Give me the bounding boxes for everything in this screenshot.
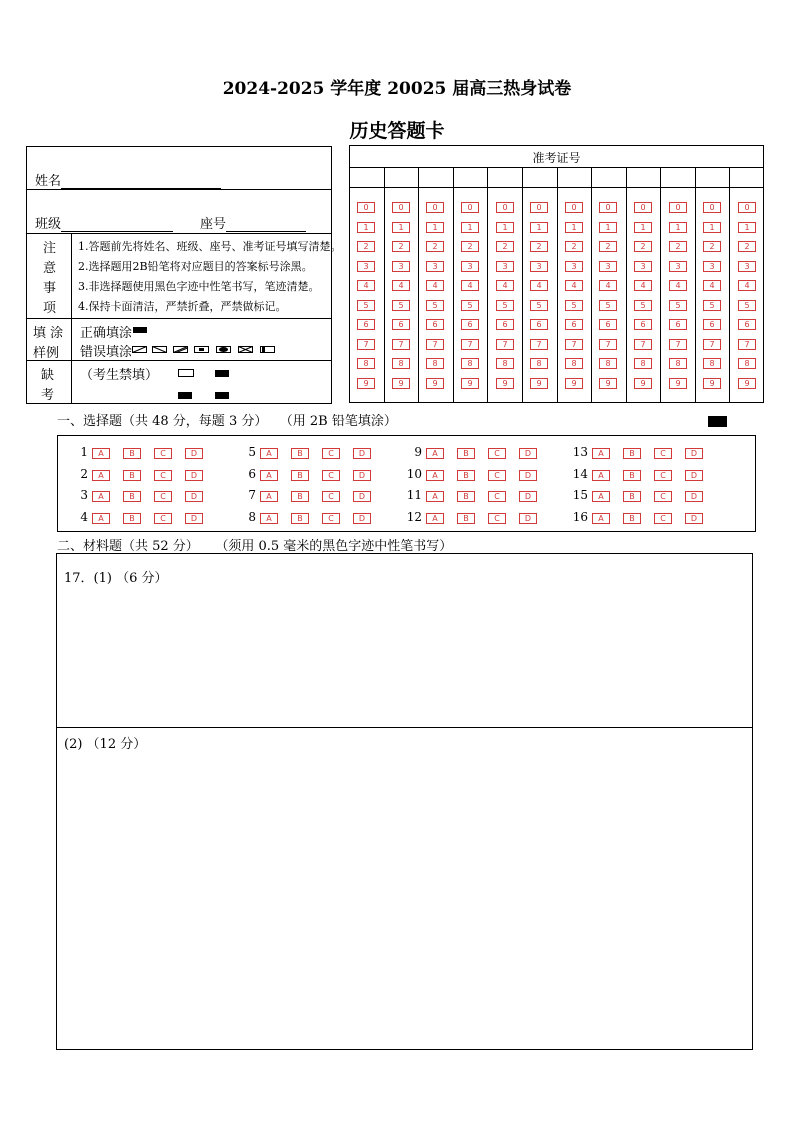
answer-option-bubble[interactable]: C <box>654 513 672 524</box>
exam-id-write-cell[interactable] <box>419 168 452 186</box>
exam-id-digit-bubble[interactable]: 3 <box>634 261 652 272</box>
exam-id-digit-bubble[interactable]: 6 <box>392 319 410 330</box>
exam-id-digit-bubble[interactable]: 7 <box>426 339 444 350</box>
answer-option-bubble[interactable]: D <box>685 470 703 481</box>
exam-id-digit-bubble[interactable]: 5 <box>703 300 721 311</box>
notice-char-4: 项 <box>43 301 57 316</box>
exam-id-write-cell[interactable] <box>696 168 729 186</box>
exam-id-digit-bubble[interactable]: 8 <box>634 358 652 369</box>
choice-section-note: （用 2B 铅笔填涂） <box>279 414 397 429</box>
exam-id-digit-bubble[interactable]: 2 <box>461 241 479 252</box>
exam-id-digit-bubble[interactable]: 2 <box>669 241 687 252</box>
question-number: 8 <box>248 509 256 524</box>
notice-item: 1.答题前先将姓名、班级、座号、准考证号填写清楚。 <box>78 240 342 253</box>
answer-option-bubble[interactable]: A <box>92 491 110 502</box>
exam-id-digit-bubble[interactable]: 6 <box>738 319 756 330</box>
answer-sheet-title: 历史答题卡 <box>349 120 445 142</box>
answer-option-bubble[interactable]: C <box>154 491 172 502</box>
answer-option-bubble[interactable]: D <box>519 470 537 481</box>
class-field-row <box>35 213 173 232</box>
answer-option-bubble[interactable]: D <box>185 470 203 481</box>
exam-id-digit-bubble[interactable]: 4 <box>703 280 721 291</box>
exam-id-digit-bubble[interactable]: 8 <box>496 358 514 369</box>
answer-option-bubble[interactable]: D <box>185 491 203 502</box>
exam-id-digit-bubble[interactable]: 0 <box>669 202 687 213</box>
exam-id-write-cell[interactable] <box>523 168 556 186</box>
question-number: 5 <box>248 445 256 459</box>
exam-id-digit-bubble[interactable]: 9 <box>461 378 479 389</box>
exam-id-digit-bubble[interactable]: 1 <box>669 222 687 233</box>
exam-id-digit-bubble[interactable]: 5 <box>530 300 548 311</box>
exam-id-digit-bubble[interactable]: 9 <box>392 378 410 389</box>
exam-id-digit-bubble[interactable]: 5 <box>496 300 514 311</box>
exam-title: 2024-2025 学年度 20025 届高三热身试卷 <box>222 79 572 99</box>
exam-id-digit-bubble[interactable]: 4 <box>426 280 444 291</box>
exam-id-write-cell[interactable] <box>385 168 418 186</box>
notice-char-3: 事 <box>43 281 57 296</box>
exam-id-digit-bubble[interactable]: 1 <box>634 222 652 233</box>
answer-option-bubble[interactable]: D <box>519 448 537 459</box>
answer-option-bubble[interactable]: D <box>519 513 537 524</box>
answer-option-bubble[interactable]: A <box>260 448 278 459</box>
answer-option-bubble[interactable]: B <box>123 513 141 524</box>
exam-id-digit-bubble[interactable]: 5 <box>634 300 652 311</box>
answer-option-bubble[interactable]: C <box>154 470 172 481</box>
material-answer-box[interactable] <box>56 553 753 1050</box>
correct-fill-label: 正确填涂 <box>80 326 133 341</box>
exam-id-digit-bubble[interactable]: 3 <box>392 261 410 272</box>
exam-id-digit-bubble[interactable]: 0 <box>565 202 583 213</box>
sample-label-line1: 填 涂 <box>33 326 64 341</box>
exam-id-digit-bubble[interactable]: 6 <box>634 319 652 330</box>
question-number: 4 <box>80 509 88 524</box>
exam-id-digit-bubble[interactable]: 8 <box>461 358 479 369</box>
exam-id-digit-bubble[interactable]: 7 <box>357 339 375 350</box>
exam-id-digit-bubble[interactable]: 1 <box>738 222 756 233</box>
exam-id-digit-bubble[interactable]: 7 <box>703 339 721 350</box>
question-number: 15 <box>572 488 588 502</box>
exam-id-digit-bubble[interactable]: 9 <box>496 378 514 389</box>
exam-id-digit-bubble[interactable]: 0 <box>357 202 375 213</box>
exam-id-digit-bubble[interactable]: 0 <box>392 202 410 213</box>
answer-option-bubble[interactable]: B <box>291 470 309 481</box>
exam-id-digit-bubble[interactable]: 4 <box>669 280 687 291</box>
absent-bubble[interactable] <box>178 369 194 377</box>
exam-id-digit-bubble[interactable]: 9 <box>599 378 617 389</box>
exam-id-digit-bubble[interactable]: 3 <box>426 261 444 272</box>
exam-id-digit-bubble[interactable]: 3 <box>461 261 479 272</box>
exam-id-write-cell[interactable] <box>627 168 660 186</box>
exam-id-digit-bubble[interactable]: 2 <box>703 241 721 252</box>
exam-id-digit-bubble[interactable]: 9 <box>565 378 583 389</box>
exam-id-digit-bubble[interactable]: 2 <box>634 241 652 252</box>
exam-id-digit-bubble[interactable]: 3 <box>599 261 617 272</box>
exam-id-digit-bubble[interactable]: 6 <box>669 319 687 330</box>
answer-option-bubble[interactable]: C <box>654 470 672 481</box>
exam-id-digit-bubble[interactable]: 7 <box>599 339 617 350</box>
exam-id-digit-bubble[interactable]: 1 <box>565 222 583 233</box>
answer-option-bubble[interactable]: A <box>592 448 610 459</box>
exam-id-digit-bubble[interactable]: 4 <box>634 280 652 291</box>
answer-option-bubble[interactable]: B <box>457 513 475 524</box>
answer-option-bubble[interactable]: B <box>123 491 141 502</box>
exam-id-digit-bubble[interactable]: 8 <box>599 358 617 369</box>
seat-input[interactable] <box>226 217 306 232</box>
exam-id-digit-bubble[interactable]: 5 <box>669 300 687 311</box>
answer-option-bubble[interactable]: B <box>291 513 309 524</box>
absent-label-line1: 缺 <box>41 368 55 383</box>
exam-id-digit-bubble[interactable]: 4 <box>565 280 583 291</box>
answer-option-bubble[interactable]: C <box>322 470 340 481</box>
answer-option-bubble[interactable]: A <box>592 491 610 502</box>
exam-id-digit-bubble[interactable]: 8 <box>565 358 583 369</box>
exam-id-digit-bubble[interactable]: 1 <box>496 222 514 233</box>
exam-id-digit-bubble[interactable]: 9 <box>634 378 652 389</box>
question-17-part-2: (2) （12 分） <box>64 737 147 752</box>
exam-id-digit-bubble[interactable]: 3 <box>738 261 756 272</box>
answer-option-bubble[interactable]: A <box>260 513 278 524</box>
answer-option-bubble[interactable]: A <box>260 470 278 481</box>
exam-id-digit-bubble[interactable]: 2 <box>392 241 410 252</box>
question-number: 9 <box>414 445 422 459</box>
answer-option-bubble[interactable]: A <box>92 513 110 524</box>
exam-id-digit-bubble[interactable]: 3 <box>496 261 514 272</box>
exam-id-digit-bubble[interactable]: 5 <box>426 300 444 311</box>
exam-id-digit-bubble[interactable]: 6 <box>496 319 514 330</box>
notice-char-2: 意 <box>43 261 57 276</box>
sample-label-line2: 样例 <box>33 346 60 361</box>
exam-id-digit-bubble[interactable]: 8 <box>426 358 444 369</box>
exam-id-digit-bubble[interactable]: 0 <box>599 202 617 213</box>
answer-option-bubble[interactable]: A <box>426 448 444 459</box>
exam-id-digit-bubble[interactable]: 8 <box>530 358 548 369</box>
question-number: 14 <box>572 466 588 481</box>
exam-id-digit-bubble[interactable]: 9 <box>703 378 721 389</box>
exam-id-digit-bubble[interactable]: 3 <box>703 261 721 272</box>
answer-option-bubble[interactable]: D <box>685 448 703 459</box>
answer-option-bubble[interactable]: B <box>291 448 309 459</box>
answer-option-bubble[interactable]: D <box>185 513 203 524</box>
exam-id-digit-bubble[interactable]: 0 <box>461 202 479 213</box>
exam-id-digit-bubble[interactable]: 7 <box>496 339 514 350</box>
exam-id-write-cell[interactable] <box>558 168 591 186</box>
answer-option-bubble[interactable]: D <box>353 491 371 502</box>
answer-option-bubble[interactable]: D <box>185 448 203 459</box>
wrong-fill-samples <box>132 345 302 355</box>
exam-id-digit-bubble[interactable]: 7 <box>530 339 548 350</box>
exam-id-digit-bubble[interactable]: 5 <box>357 300 375 311</box>
exam-id-digit-bubble[interactable]: 0 <box>738 202 756 213</box>
exam-id-digit-bubble[interactable]: 6 <box>426 319 444 330</box>
exam-id-digit-bubble[interactable]: 7 <box>565 339 583 350</box>
absent-label-line2: 考 <box>41 388 55 403</box>
answer-option-bubble[interactable]: A <box>592 513 610 524</box>
exam-id-title: 准考证号 <box>532 151 581 165</box>
exam-id-digit-bubble[interactable]: 1 <box>426 222 444 233</box>
answer-option-bubble[interactable]: B <box>457 470 475 481</box>
exam-id-write-cell[interactable] <box>592 168 625 186</box>
choice-section-header <box>57 410 397 429</box>
class-label: 班级 <box>35 217 62 232</box>
answer-option-bubble[interactable]: B <box>623 448 641 459</box>
answer-option-bubble[interactable]: D <box>685 491 703 502</box>
exam-id-digit-bubble[interactable]: 9 <box>357 378 375 389</box>
answer-option-bubble[interactable]: A <box>426 491 444 502</box>
answer-option-bubble[interactable]: A <box>260 491 278 502</box>
exam-id-digit-bubble[interactable]: 2 <box>738 241 756 252</box>
exam-id-digit-bubble[interactable]: 6 <box>530 319 548 330</box>
timing-mark <box>708 416 727 427</box>
exam-id-digit-bubble[interactable]: 0 <box>703 202 721 213</box>
answer-option-bubble[interactable]: C <box>154 448 172 459</box>
question-number: 6 <box>248 466 256 481</box>
question-number: 3 <box>80 488 88 502</box>
exam-id-write-cell[interactable] <box>661 168 694 186</box>
name-field-row <box>35 170 221 189</box>
exam-id-digit-bubble[interactable]: 8 <box>703 358 721 369</box>
exam-id-digit-bubble[interactable]: 6 <box>599 319 617 330</box>
answer-option-bubble[interactable]: C <box>322 448 340 459</box>
question-number: 2 <box>80 466 88 481</box>
exam-id-digit-bubble[interactable]: 0 <box>530 202 548 213</box>
exam-id-digit-bubble[interactable]: 1 <box>392 222 410 233</box>
question-number: 7 <box>248 488 256 502</box>
notice-item: 4.保持卡面清洁，严禁折叠，严禁做标记。 <box>78 300 287 313</box>
answer-option-bubble[interactable]: B <box>291 491 309 502</box>
exam-id-digit-bubble[interactable]: 6 <box>565 319 583 330</box>
exam-id-digit-bubble[interactable]: 3 <box>565 261 583 272</box>
exam-id-digit-bubble[interactable]: 5 <box>392 300 410 311</box>
exam-id-digit-bubble[interactable]: 0 <box>496 202 514 213</box>
answer-option-bubble[interactable]: B <box>123 448 141 459</box>
answer-option-bubble[interactable]: C <box>488 448 506 459</box>
answer-option-bubble[interactable]: B <box>123 470 141 481</box>
exam-id-digit-bubble[interactable]: 1 <box>357 222 375 233</box>
answer-option-bubble[interactable]: A <box>92 448 110 459</box>
name-label: 姓名 <box>35 174 62 189</box>
exam-id-digit-bubble[interactable]: 4 <box>496 280 514 291</box>
exam-id-digit-bubble[interactable]: 4 <box>357 280 375 291</box>
exam-id-digit-bubble[interactable]: 2 <box>426 241 444 252</box>
exam-id-digit-bubble[interactable]: 3 <box>669 261 687 272</box>
exam-id-digit-bubble[interactable]: 9 <box>738 378 756 389</box>
exam-id-write-cell[interactable] <box>488 168 521 186</box>
exam-id-digit-bubble[interactable]: 7 <box>738 339 756 350</box>
exam-id-digit-bubble[interactable]: 7 <box>634 339 652 350</box>
answer-option-bubble[interactable]: C <box>322 491 340 502</box>
question-number: 16 <box>572 509 588 524</box>
exam-id-digit-bubble[interactable]: 8 <box>669 358 687 369</box>
exam-id-digit-bubble[interactable]: 9 <box>669 378 687 389</box>
answer-option-bubble[interactable]: C <box>488 513 506 524</box>
exam-id-digit-bubble[interactable]: 1 <box>599 222 617 233</box>
correct-fill-sample <box>133 327 147 333</box>
exam-id-digit-bubble[interactable]: 2 <box>565 241 583 252</box>
exam-id-digit-bubble[interactable]: 1 <box>703 222 721 233</box>
exam-id-digit-bubble[interactable]: 7 <box>392 339 410 350</box>
exam-id-digit-bubble[interactable]: 5 <box>565 300 583 311</box>
seat-label: 座号 <box>200 217 227 232</box>
answer-option-bubble[interactable]: A <box>426 513 444 524</box>
exam-id-digit-bubble[interactable]: 2 <box>599 241 617 252</box>
absent-note: （考生禁填） <box>80 368 159 383</box>
question-number: 1 <box>80 445 88 459</box>
answer-option-bubble[interactable]: C <box>654 448 672 459</box>
material-section-title: 二、材料题（共 52 分） <box>57 539 199 554</box>
answer-option-bubble[interactable]: C <box>154 513 172 524</box>
material-section-header <box>57 535 452 554</box>
question-number: 13 <box>572 445 588 459</box>
class-input[interactable] <box>61 217 173 232</box>
answer-option-bubble[interactable]: B <box>457 448 475 459</box>
exam-id-write-cell[interactable] <box>350 168 383 186</box>
answer-option-bubble[interactable]: D <box>353 448 371 459</box>
notice-item: 2.选择题用2B铅笔将对应题目的答案标号涂黑。 <box>78 260 313 273</box>
wrong-fill-label: 错误填涂 <box>80 345 133 360</box>
exam-id-digit-bubble[interactable]: 2 <box>530 241 548 252</box>
answer-option-bubble[interactable]: A <box>426 470 444 481</box>
question-number: 11 <box>406 488 422 502</box>
notice-char-1: 注 <box>43 241 57 256</box>
exam-id-digit-bubble[interactable]: 4 <box>392 280 410 291</box>
choice-section-title: 一、选择题（共 48 分，每题 3 分） <box>57 414 268 429</box>
exam-id-digit-bubble[interactable]: 7 <box>669 339 687 350</box>
material-section-note: （须用 0.5 毫米的黑色字迹中性笔书写） <box>215 539 453 554</box>
name-input[interactable] <box>61 174 221 189</box>
exam-id-digit-bubble[interactable]: 3 <box>357 261 375 272</box>
exam-id-digit-bubble[interactable]: 4 <box>738 280 756 291</box>
answer-option-bubble[interactable]: C <box>654 491 672 502</box>
question-17-part-1: 17．(1) （6 分） <box>64 571 168 586</box>
answer-option-bubble[interactable]: D <box>519 491 537 502</box>
answer-option-bubble[interactable]: D <box>353 470 371 481</box>
exam-id-digit-bubble[interactable]: 5 <box>738 300 756 311</box>
answer-option-bubble[interactable]: B <box>623 470 641 481</box>
question-number: 12 <box>406 509 422 524</box>
answer-option-bubble[interactable]: A <box>92 470 110 481</box>
answer-option-bubble[interactable]: C <box>488 491 506 502</box>
exam-id-digit-bubble[interactable]: 6 <box>461 319 479 330</box>
exam-id-digit-bubble[interactable]: 9 <box>426 378 444 389</box>
notice-item: 3.非选择题使用黑色字迹中性笔书写，笔迹清楚。 <box>78 280 320 293</box>
exam-id-digit-bubble[interactable]: 0 <box>426 202 444 213</box>
answer-option-bubble[interactable]: B <box>457 491 475 502</box>
exam-id-digit-bubble[interactable]: 0 <box>634 202 652 213</box>
exam-id-digit-bubble[interactable]: 5 <box>461 300 479 311</box>
exam-id-digit-bubble[interactable]: 8 <box>357 358 375 369</box>
seat-field-row <box>200 213 306 232</box>
exam-id-write-cell[interactable] <box>454 168 487 186</box>
exam-id-digit-bubble[interactable]: 2 <box>496 241 514 252</box>
exam-id-digit-bubble[interactable]: 8 <box>392 358 410 369</box>
exam-id-digit-bubble[interactable]: 3 <box>530 261 548 272</box>
exam-id-digit-bubble[interactable]: 8 <box>738 358 756 369</box>
timing-mark <box>178 392 192 399</box>
exam-id-digit-bubble[interactable]: 6 <box>357 319 375 330</box>
exam-id-digit-bubble[interactable]: 9 <box>530 378 548 389</box>
answer-option-bubble[interactable]: A <box>592 470 610 481</box>
answer-option-bubble[interactable]: B <box>623 513 641 524</box>
answer-option-bubble[interactable]: B <box>623 491 641 502</box>
timing-mark <box>215 370 229 377</box>
exam-id-digit-bubble[interactable]: 4 <box>530 280 548 291</box>
answer-option-bubble[interactable]: D <box>685 513 703 524</box>
question-number: 10 <box>406 466 422 481</box>
timing-mark <box>215 392 229 399</box>
exam-id-digit-bubble[interactable]: 1 <box>530 222 548 233</box>
exam-id-digit-bubble[interactable]: 2 <box>357 241 375 252</box>
exam-id-digit-bubble[interactable]: 4 <box>461 280 479 291</box>
exam-id-digit-bubble[interactable]: 1 <box>461 222 479 233</box>
answer-option-bubble[interactable]: C <box>322 513 340 524</box>
exam-id-digit-bubble[interactable]: 6 <box>703 319 721 330</box>
answer-option-bubble[interactable]: C <box>488 470 506 481</box>
exam-id-write-cell[interactable] <box>730 168 763 186</box>
answer-option-bubble[interactable]: D <box>353 513 371 524</box>
exam-id-digit-bubble[interactable]: 5 <box>599 300 617 311</box>
exam-id-digit-bubble[interactable]: 7 <box>461 339 479 350</box>
exam-id-digit-bubble[interactable]: 4 <box>599 280 617 291</box>
